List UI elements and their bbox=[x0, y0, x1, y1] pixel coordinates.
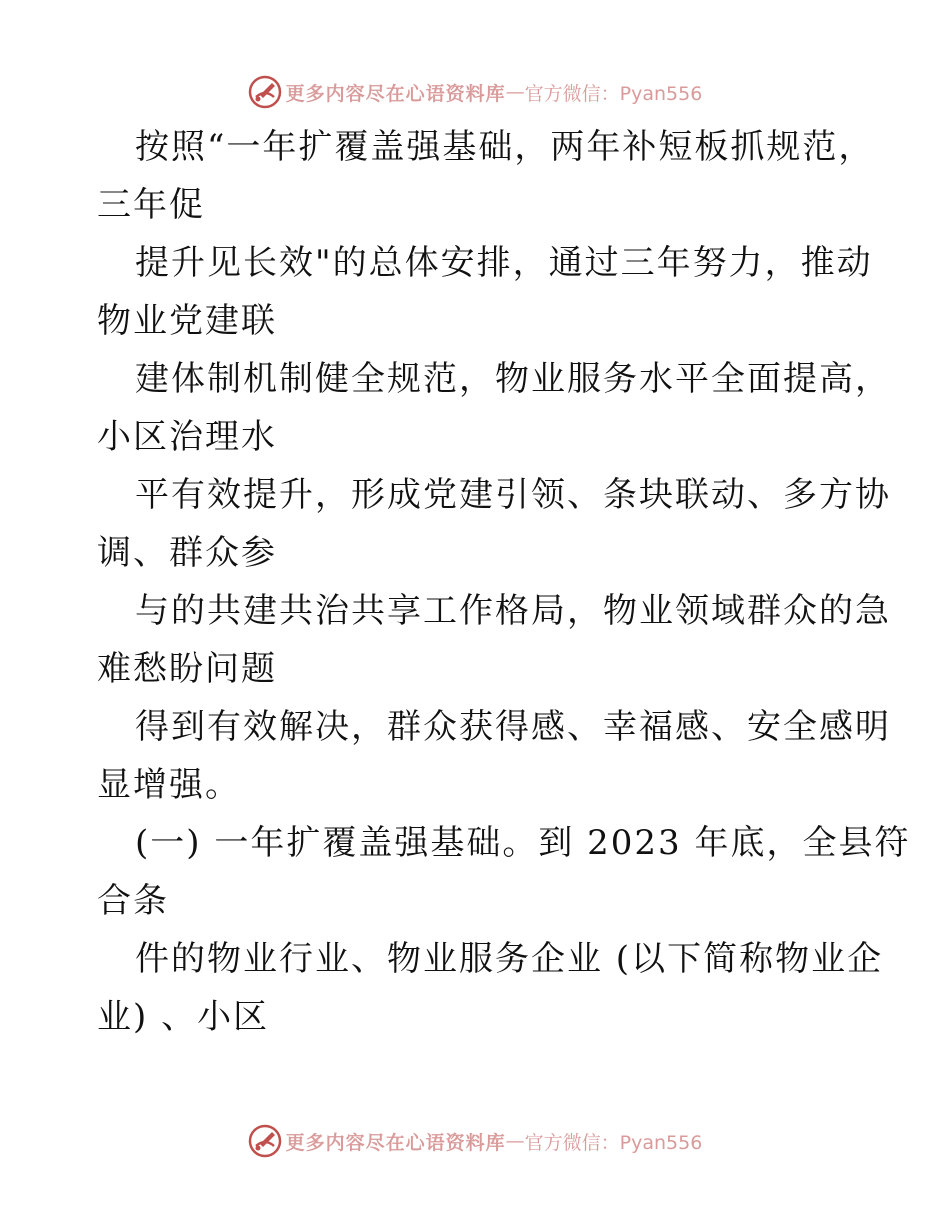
body-line: 物业党建联 bbox=[97, 301, 277, 341]
body-line: 提升见长效"的总体安排，通过三年努力，推动 bbox=[135, 243, 873, 283]
body-line: 得到有效解决，群众获得感、幸福感、安全感明 bbox=[135, 707, 891, 747]
body-line: 调、群众参 bbox=[97, 533, 277, 573]
watermark-brand: 更多内容尽在心语资料库 bbox=[285, 1131, 506, 1154]
watermark-separator: — bbox=[505, 81, 525, 103]
footer-watermark bbox=[0, 1121, 950, 1161]
book-quill-logo-icon bbox=[248, 1124, 282, 1158]
body-line: 与的共建共治共享工作格局，物业领域群众的急 bbox=[135, 591, 891, 631]
body-line: 业) 、小区 bbox=[97, 997, 270, 1037]
watermark-contact: 官方微信：Pyan556 bbox=[524, 1131, 703, 1154]
body-line: 按照“一年扩覆盖强基础，两年补短板抓规范， bbox=[135, 127, 875, 167]
body-line: 件的物业行业、物业服务企业 (以下简称物业企 bbox=[135, 939, 884, 979]
body-line: 合条 bbox=[97, 881, 169, 921]
body-line: 建体制机制健全规范，物业服务水平全面提高， bbox=[135, 359, 891, 399]
body-line: (一) 一年扩覆盖强基础。到 2023 年底，全县符 bbox=[135, 823, 911, 863]
body-line: 三年促 bbox=[97, 185, 205, 225]
body-line: 平有效提升，形成党建引领、条块联动、多方协 bbox=[135, 475, 891, 515]
watermark-separator: — bbox=[505, 1130, 525, 1152]
watermark-brand: 更多内容尽在心语资料库 bbox=[285, 82, 506, 105]
watermark-contact: 官方微信：Pyan556 bbox=[524, 82, 703, 105]
body-line: 显增强。 bbox=[97, 765, 241, 805]
document-body bbox=[97, 118, 911, 1046]
header-watermark bbox=[0, 72, 950, 112]
body-line: 难愁盼问题 bbox=[97, 649, 277, 689]
body-line: 小区治理水 bbox=[97, 417, 277, 457]
book-quill-logo-icon bbox=[248, 75, 282, 109]
